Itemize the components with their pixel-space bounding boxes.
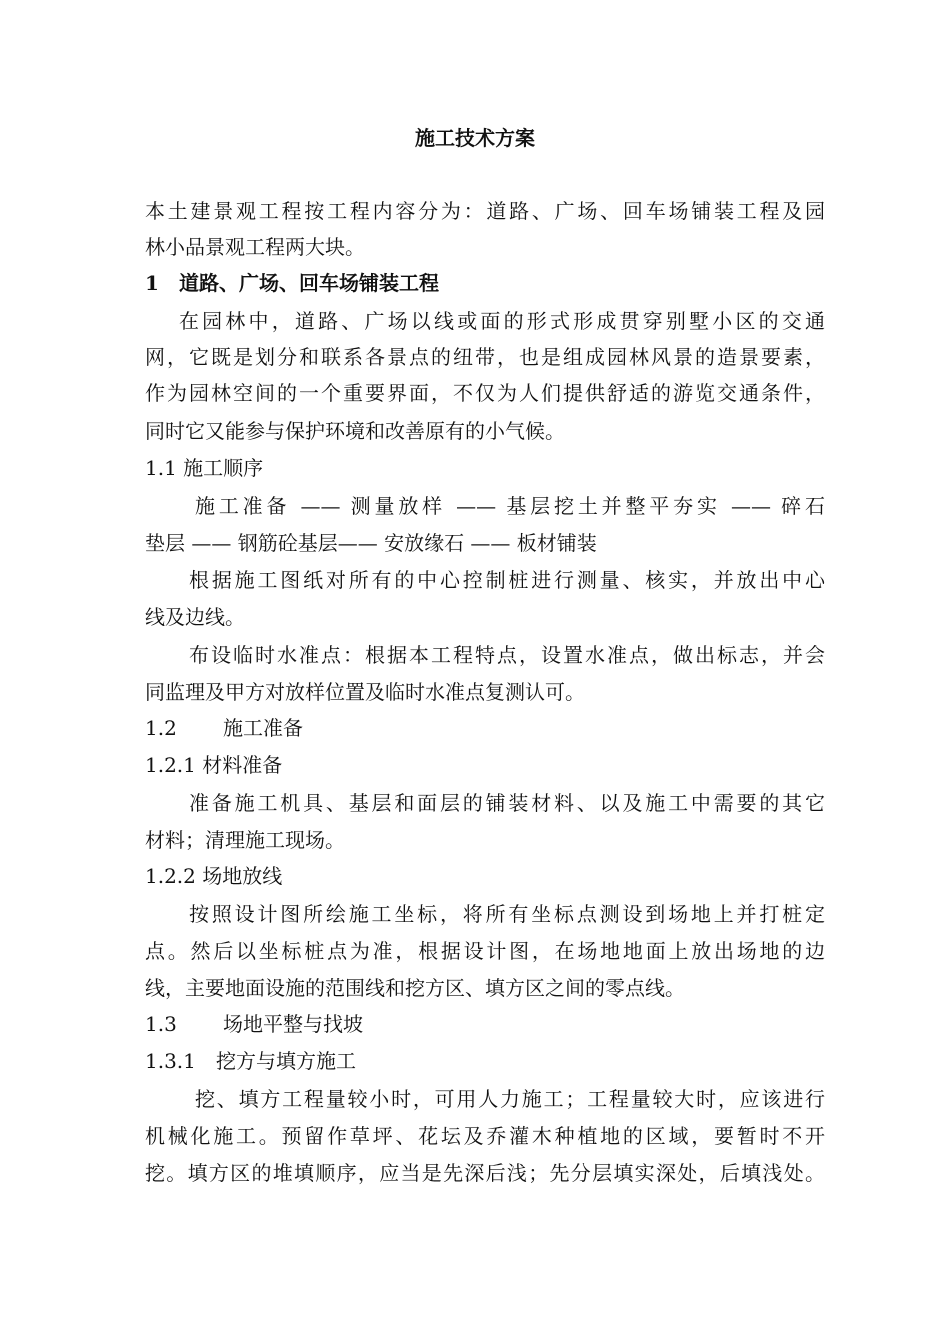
section-1-3-title: 场地平整与找坡: [223, 1012, 363, 1036]
section-1-3-1-heading: [145, 1046, 825, 1076]
section-1-number: 1: [145, 271, 159, 295]
section-1-1-heading: 1.1 施工顺序: [145, 456, 264, 480]
section-1-3-number: 1.3: [145, 1012, 177, 1036]
section-1-2-1-para-line-2: 材料；清理施工现场。: [145, 828, 345, 852]
section-1-para-line-1: 在园林中，道路、广场以线或面的形式形成贯穿别墅小区的交通: [179, 309, 825, 333]
section-1-2-title: 施工准备: [223, 716, 303, 740]
section-1-2-2-heading: 1.2.2 场地放线: [145, 864, 283, 888]
sequence-line-1: 施工准备 —— 测量放样 —— 基层挖土并整平夯实 —— 碎石: [195, 494, 825, 518]
section-1-para-line-4: 同时它又能参与保护环境和改善原有的小气候。: [145, 419, 565, 443]
section-1-2-1-para-line-1: 准备施工机具、基层和面层的铺装材料、以及施工中需要的其它: [189, 791, 825, 815]
section-1-2-2-para-line-3: 线，主要地面设施的范围线和挖方区、填方区之间的零点线。: [145, 976, 685, 1000]
section-1-1-para1-line-1: 根据施工图纸对所有的中心控制桩进行测量、核实，并放出中心: [189, 568, 825, 592]
section-1-3-1-para-line-2: 机械化施工。预留作草坪、花坛及乔灌木种植地的区域，要暂时不开: [145, 1124, 825, 1148]
section-1-1-para2-line-2: 同监理及甲方对放样位置及临时水准点复测认可。: [145, 680, 585, 704]
section-1-title: 道路、广场、回车场铺装工程: [179, 271, 439, 295]
section-1-1-para2-line-1: 布设临时水准点：根据本工程特点，设置水准点，做出标志，并会: [189, 643, 825, 667]
section-1-3-1-title: 挖方与填方施工: [216, 1049, 356, 1073]
section-1-para-line-2: 网，它既是划分和联系各景点的纽带，也是组成园林风景的造景要素，: [145, 345, 825, 369]
section-1-3-1-number: 1.3.1: [145, 1049, 196, 1073]
intro-line-1: 本土建景观工程按工程内容分为：道路、广场、回车场铺装工程及园: [145, 199, 825, 223]
section-1-2-1-heading: 1.2.1 材料准备: [145, 753, 283, 777]
section-1-para-line-3: 作为园林空间的一个重要界面，不仅为人们提供舒适的游览交通条件，: [145, 381, 825, 405]
section-1-2-heading: [145, 713, 825, 743]
section-1-2-2-para-line-2: 点。然后以坐标桩点为准，根据设计图，在场地地面上放出场地的边: [145, 939, 825, 963]
intro-line-2: 林小品景观工程两大块。: [145, 235, 365, 259]
section-1-3-1-para-line-3: 挖。填方区的堆填顺序，应当是先深后浅；先分层填实深处，后填浅处。: [145, 1161, 825, 1185]
section-1-1-para1-line-2: 线及边线。: [145, 605, 245, 629]
sequence-line-2: 垫层 —— 钢筋砼基层—— 安放缘石 —— 板材铺装: [145, 531, 597, 555]
section-1-3-1-para-line-1: 挖、填方工程量较小时，可用人力施工；工程量较大时，应该进行: [195, 1087, 825, 1111]
section-1-2-number: 1.2: [145, 716, 177, 740]
section-1-3-heading: [145, 1009, 825, 1039]
section-1-heading: [145, 268, 825, 298]
document-title: 施工技术方案: [415, 126, 535, 150]
section-1-2-2-para-line-1: 按照设计图所绘施工坐标，将所有坐标点测设到场地上并打桩定: [189, 902, 825, 926]
